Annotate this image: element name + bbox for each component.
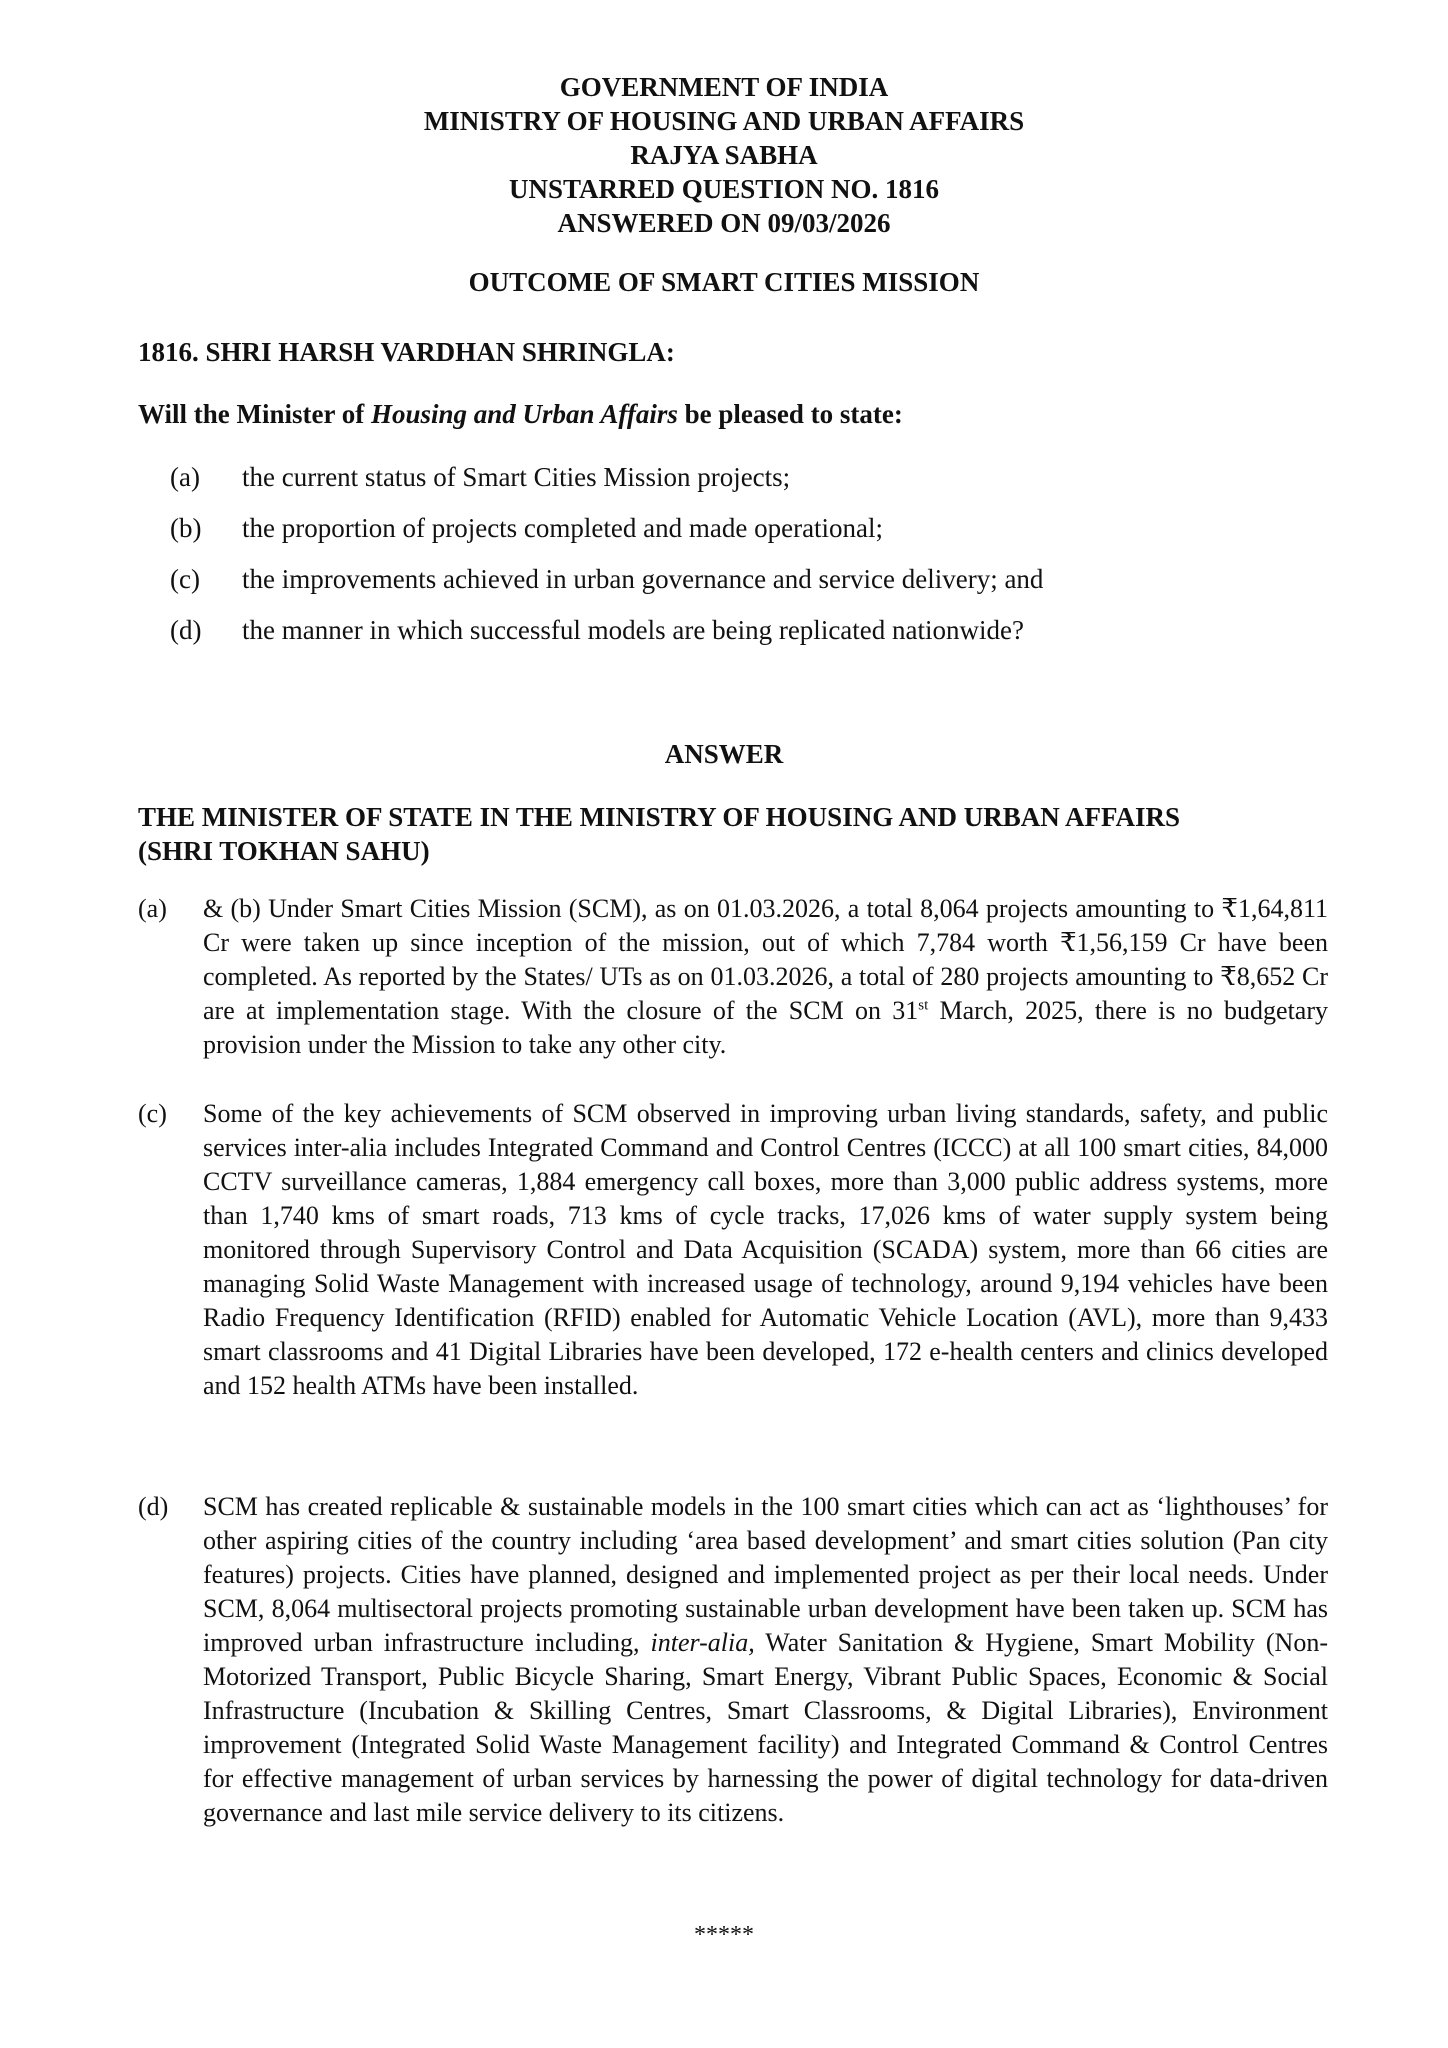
question-item-text: the current status of Smart Cities Mission projects; xyxy=(242,462,791,492)
answering-minister xyxy=(138,800,1180,868)
document-title: OUTCOME OF SMART CITIES MISSION xyxy=(468,267,980,297)
question-asker: 1816. SHRI HARSH VARDHAN SHRINGLA: xyxy=(138,337,675,367)
header-line-ministry: MINISTRY OF HOUSING AND URBAN AFFAIRS xyxy=(423,106,1025,136)
answer-paragraph-text: Some of the key achievements of SCM observed in improving urban living standards, safety, and public services inter-alia includes Integrated Command and Control Centres (ICCC) at all 100 smart cities, 84,000 CCTV surveillance cameras, 1,884 emergency call boxes, more than 3,000 public address systems, more than 1,740 kms of smart roads, 713 kms of cycle tracks, 17,026 kms of water supply system being monitored through Supervisory Control and Data Acquisition (SCADA) system, more than 66 cities are managing Solid Waste Management with increased usage of technology, around 9,194 vehicles have been Radio Frequency Identification (RFID) enabled for Automatic Vehicle Location (AVL), more than 9,433 smart classrooms and 41 Digital Libraries have been developed, 172 e-health centers and clinics developed and 152 health ATMs have been installed. xyxy=(203,1099,1328,1400)
header-line-answer-date: ANSWERED ON 09/03/2026 xyxy=(557,208,891,238)
question-item xyxy=(170,460,1320,511)
answer-paragraph-text xyxy=(203,1490,1328,1830)
answer-paragraph-label: (a) xyxy=(138,894,167,923)
question-item-label: (d) xyxy=(170,615,202,645)
answer-heading: ANSWER xyxy=(664,739,784,769)
answer-text-part: & (b) Under Smart Cities Mission (SCM), as on 01.03.2026, a total 8,064 projects amounting to ₹1,64,811 Cr were taken up since inception of the mission, out of which 7,784 worth ₹1,56,159 Cr have been completed. As reported by the States/ UTs as on 01.03.2026, a total of 280 projects amounting to ₹8,652 Cr are at implementation stage. With the closure of the SCM on 31 xyxy=(203,894,1328,1025)
answer-text-part: SCM has created replicable & sustainable models in the 100 smart cities which can act as ‘lighthouses’ for other aspiring cities of the country including ‘area based development’ and smart cities solution (Pan city features) projects. Cities have planned, designed and implemented project as per their local needs. Under SCM, 8,064 multisectoral projects promoting sustainable urban development have been taken up. SCM has improved urban infrastructure including, xyxy=(203,1492,1328,1657)
ordinal-superscript: st xyxy=(918,997,929,1014)
question-item-text: the improvements achieved in urban governance and service delivery; and xyxy=(242,564,1044,594)
question-item-text: the proportion of projects completed and made operational; xyxy=(242,513,884,543)
end-of-document-marker: ***** xyxy=(694,1922,754,1948)
question-intro xyxy=(138,397,903,431)
question-intro-prefix: Will the Minister of xyxy=(138,399,371,429)
answer-text-part: March, 2025, there is no budgetary provision under the Mission to take any other city. xyxy=(203,996,1328,1059)
answer-paragraph-label: (c) xyxy=(138,1099,167,1128)
question-item-label: (b) xyxy=(170,513,202,543)
header-line-government: GOVERNMENT OF INDIA xyxy=(559,72,889,102)
question-intro-ministry: Housing and Urban Affairs xyxy=(370,399,678,429)
question-item xyxy=(170,613,1320,664)
minister-designation: THE MINISTER OF STATE IN THE MINISTRY OF HOUSING AND URBAN AFFAIRS xyxy=(138,802,1180,832)
answer-paragraph-ab xyxy=(138,892,1328,1062)
question-item-text: the manner in which successful models are being replicated nationwide? xyxy=(242,615,1024,645)
document-header xyxy=(0,70,1448,240)
question-item-label: (c) xyxy=(170,564,200,594)
question-items xyxy=(170,460,1320,664)
question-item xyxy=(170,562,1320,613)
question-intro-suffix: be pleased to state: xyxy=(677,399,903,429)
question-item xyxy=(170,511,1320,562)
header-line-house: RAJYA SABHA xyxy=(630,140,818,170)
question-item-label: (a) xyxy=(170,462,200,492)
answer-paragraph-c xyxy=(138,1097,1328,1403)
answer-paragraph-d xyxy=(138,1490,1328,1830)
answer-paragraph-label: (d) xyxy=(138,1492,169,1521)
minister-name: (SHRI TOKHAN SAHU) xyxy=(138,836,430,866)
header-line-question-number: UNSTARRED QUESTION NO. 1816 xyxy=(508,174,940,204)
answer-text-part: Water Sanitation & Hygiene, Smart Mobility (Non-Motorized Transport, Public Bicycle Sharing, Smart Energy, Vibrant Public Spaces, Economic & Social Infrastructure (Incubation & Skilling Centres, Smart Classrooms, & Digital Libraries), Environment improvement (Integrated Solid Waste Management facility) and Integrated Command & Control Centres for effective management of urban services by harnessing the power of digital technology for data-driven governance and last mile service delivery to its citizens. xyxy=(203,1628,1328,1827)
answer-text-italic: inter-alia, xyxy=(650,1628,755,1657)
answer-paragraph-text xyxy=(203,892,1328,1062)
